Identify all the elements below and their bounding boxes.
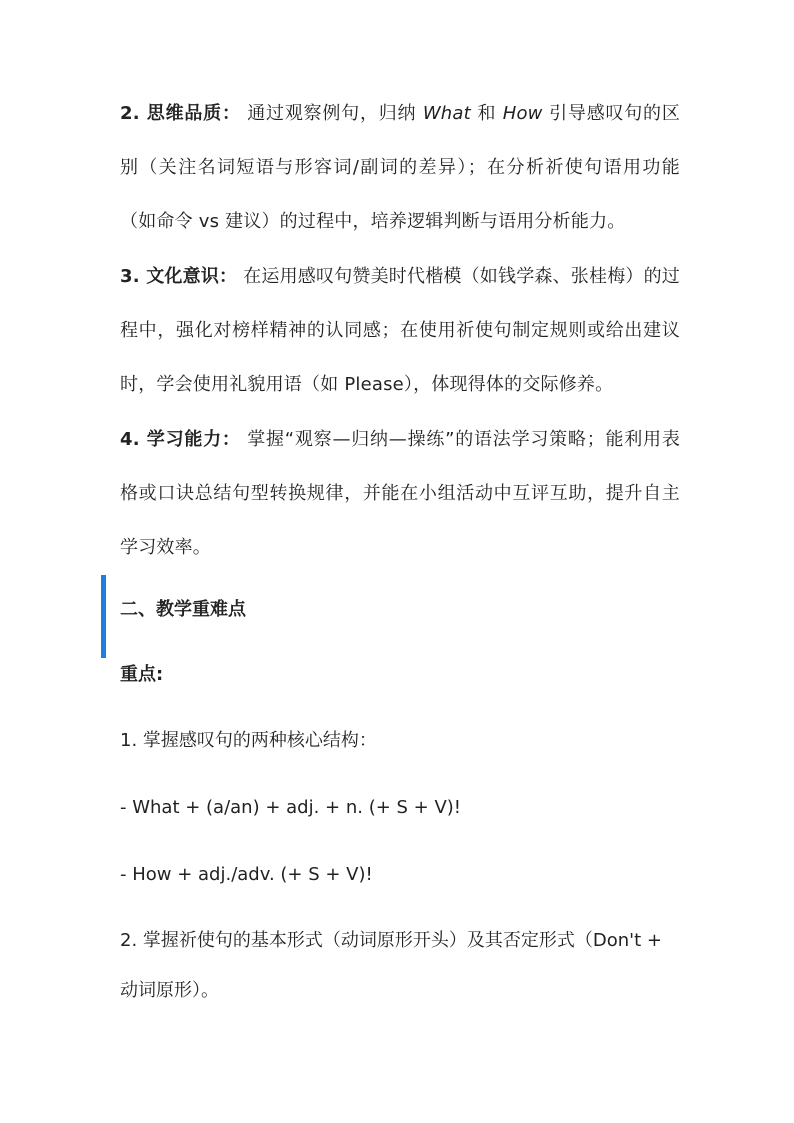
focus-point-2: 2. 掌握祈使句的基本形式（动词原形开头）及其否定形式（Don't + [120,930,662,951]
focus-point-2-continued: 动词原形）。 [120,980,219,1001]
objective-learning-ability [120,413,680,575]
keyword-what: What [422,103,471,124]
objective-text: 通过观察例句，归纳 [247,103,423,124]
objective-cultural-awareness [120,250,680,412]
section-accent-bar [101,575,106,658]
objective-label: 4. 学习能力： [120,429,241,450]
objective-text: 和 [477,103,503,124]
focus-point-1: 1. 掌握感叹句的两种核心结构： [120,730,377,751]
section-heading: 二、教学重难点 [120,599,246,620]
objective-thinking-quality [120,87,680,249]
objective-label: 2. 思维品质： [120,103,241,124]
objective-text: 掌握“观察—归纳—操练”的语法学习策略；能利用表格或口诀总结句型转换规律，并能在小组活动中互评互助，提升自主学习效率。 [120,429,681,558]
objective-label: 3. 文化意识： [120,266,238,287]
focus-label: 重点: [120,664,164,685]
objective-text: 引导感叹句的区别（关注名词短语与形容词/副词的差异）；在分析祈使句语用功能（如命令 vs 建议）的过程中，培养逻辑判断与语用分析能力。 [120,103,681,232]
what-formula: - What + (a/an) + adj. + n. (+ S + V)! [120,797,462,818]
how-formula: - How + adj./adv. (+ S + V)! [120,864,373,885]
keyword-how: How [502,103,543,124]
objective-text: 在运用感叹句赞美时代楷模（如钱学森、张桂梅）的过程中，强化对榜样精神的认同感；在使用祈使句制定规则或给出建议时，学会使用礼貌用语（如 Please），体现得体的交际修养。 [120,266,681,395]
